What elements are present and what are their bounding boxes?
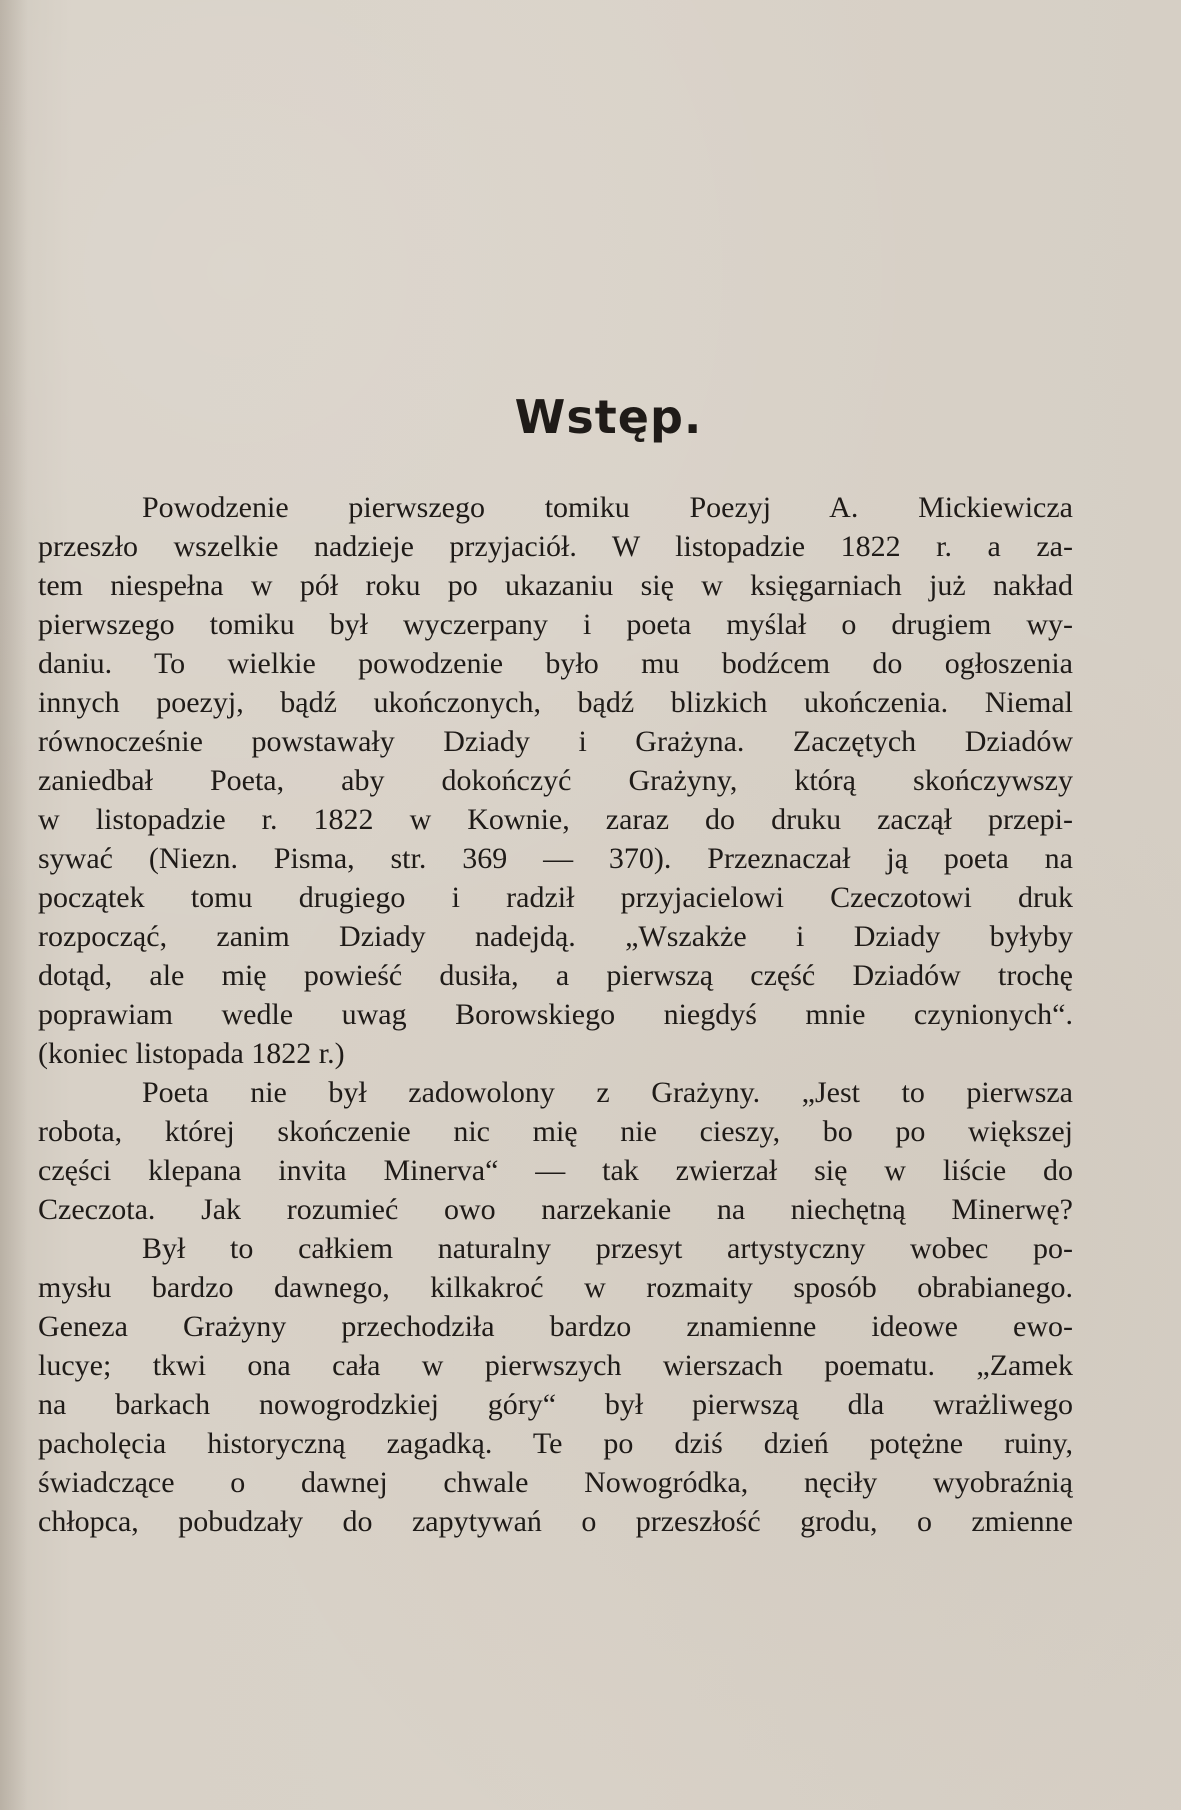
text-line: pierwszego tomiku był wyczerpany i poeta myślał o drugiem wy- [38, 608, 1073, 641]
text-line: Czeczota. Jak rozumieć owo narzekanie na niechętną Minerwę? [38, 1193, 1073, 1226]
text-line: robota, której skończenie nic mię nie cieszy, bo po większej [38, 1115, 1073, 1148]
text-line: lucye; tkwi ona cała w pierwszych wierszach poematu. „Zamek [38, 1349, 1073, 1382]
text-line: poprawiam wedle uwag Borowskiego niegdyś mnie czynionych“. [38, 998, 1073, 1031]
text-line: dotąd, ale mię powieść dusiła, a pierwszą część Dziadów trochę [38, 959, 1073, 992]
text-line: innych poezyj, bądź ukończonych, bądź blizkich ukończenia. Niemal [38, 686, 1073, 719]
text-line: daniu. To wielkie powodzenie było mu bodźcem do ogłoszenia [38, 647, 1073, 680]
text-line: świadczące o dawnej chwale Nowogródka, nęciły wyobraźnią [38, 1466, 1073, 1499]
text-line: Geneza Grażyny przechodziła bardzo znamienne ideowe ewo- [38, 1310, 1073, 1343]
text-line: na barkach nowogrodzkiej góry“ był pierwszą dla wrażliwego [38, 1388, 1073, 1421]
text-line: części klepana invita Minerva“ — tak zwierzał się w liście do [38, 1154, 1073, 1187]
text-line: Był to całkiem naturalny przesyt artystyczny wobec po- [142, 1232, 1073, 1265]
text-line: w listopadzie r. 1822 w Kownie, zaraz do druku zaczął przepi- [38, 803, 1073, 836]
body-text [38, 488, 1073, 1541]
page-edge-shadow [0, 0, 28, 1810]
text-line: pacholęcia historyczną zagadką. Te po dziś dzień potężne ruiny, [38, 1427, 1073, 1460]
text-line: tem niespełna w pół roku po ukazaniu się w księgarniach już nakład [38, 569, 1073, 602]
text-line: sywać (Niezn. Pisma, str. 369 — 370). Przeznaczał ją poeta na [38, 842, 1073, 875]
text-line: chłopca, pobudzały do zapytywań o przeszłość grodu, o zmienne [38, 1505, 1073, 1538]
text-line: równocześnie powstawały Dziady i Grażyna. Zaczętych Dziadów [38, 725, 1073, 758]
text-line: przeszło wszelkie nadzieje przyjaciół. W listopadzie 1822 r. a za- [38, 530, 1073, 563]
text-line: zaniedbał Poeta, aby dokończyć Grażyny, którą skończywszy [38, 764, 1073, 797]
text-line: Powodzenie pierwszego tomiku Poezyj A. Mickiewicza [142, 491, 1073, 524]
text-line: początek tomu drugiego i radził przyjacielowi Czeczotowi druk [38, 881, 1073, 914]
text-line: mysłu bardzo dawnego, kilkakroć w rozmaity sposób obrabianego. [38, 1271, 1073, 1304]
text-line: Poeta nie był zadowolony z Grażyny. „Jest to pierwsza [142, 1076, 1073, 1109]
chapter-title: Wstęp. [514, 390, 703, 444]
text-line: (koniec listopada 1822 r.) [38, 1037, 345, 1070]
text-line: rozpocząć, zanim Dziady nadejdą. „Wszakże i Dziady byłyby [38, 920, 1073, 953]
